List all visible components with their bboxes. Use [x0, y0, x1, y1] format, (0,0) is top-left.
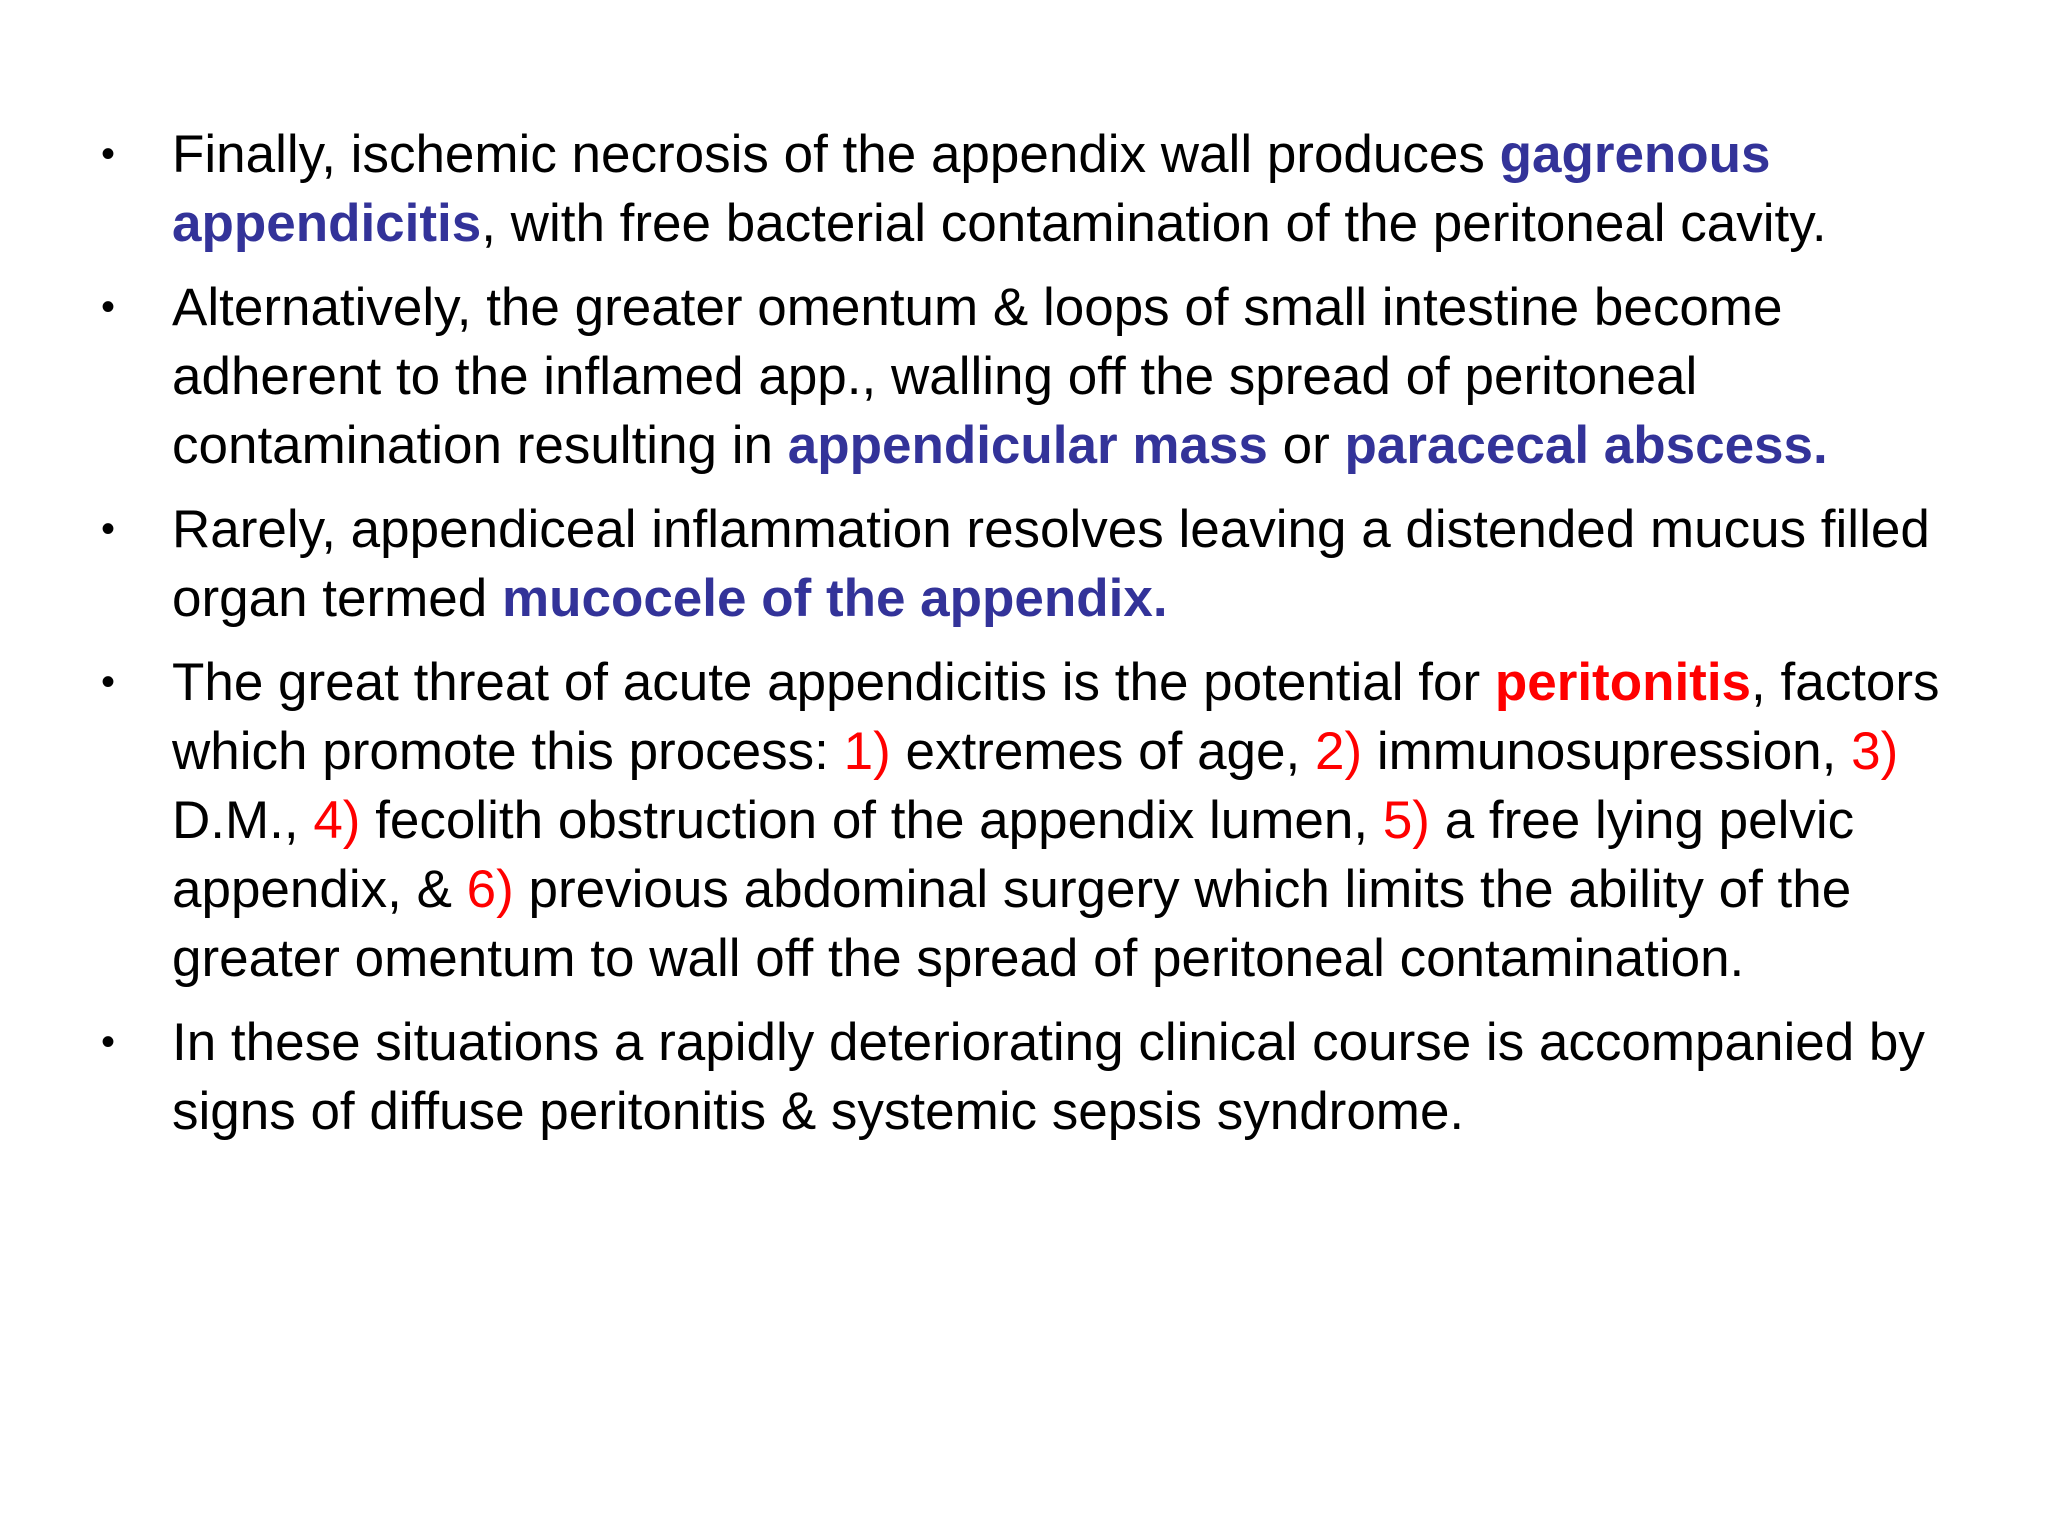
- term-appendicular-mass: appendicular mass: [787, 416, 1268, 475]
- bullet-icon: •: [100, 1020, 115, 1064]
- text-segment: a free lying pelvic appendix, &: [172, 791, 1855, 919]
- text-segment: , with free bacterial contamination of the peritoneal cavity.: [481, 194, 1827, 253]
- bullet-item-3: [88, 495, 1968, 633]
- factor-number: 3): [1851, 722, 1899, 781]
- factor-number: 2): [1314, 722, 1363, 781]
- text-segment: Rarely, appendiceal inflammation resolves leaving a distended mucus filled organ termed: [172, 500, 1930, 628]
- term-mucocele: mucocele of the appendix.: [501, 569, 1168, 628]
- text-segment: extremes of age,: [890, 722, 1315, 781]
- term-paracecal-abscess: paracecal abscess.: [1344, 416, 1828, 475]
- text-segment: Finally, ischemic necrosis of the appendix wall produces: [172, 125, 1500, 184]
- bullet-list: [88, 120, 1968, 1161]
- text-segment: immunosupression,: [1362, 722, 1852, 781]
- bullet-icon: •: [100, 660, 115, 704]
- text-segment: The great threat of acute appendicitis is the potential for: [172, 653, 1495, 712]
- text-segment: previous abdominal surgery which limits the ability of the greater omentum to wall off the spread of peritoneal contamination.: [172, 860, 1852, 988]
- bullet-icon: •: [100, 285, 115, 329]
- bullet-icon: •: [100, 132, 115, 176]
- bullet-icon: •: [100, 507, 115, 551]
- text-segment: Alternatively, the greater omentum & loops of small intestine become adherent to the inflamed app., walling off the spread of peritoneal contamination resulting in: [172, 278, 1783, 475]
- factor-number: 5): [1382, 791, 1430, 850]
- term-peritonitis: peritonitis: [1494, 653, 1752, 712]
- text-segment: In these situations a rapidly deteriorating clinical course is accompanied by signs of diffuse peritonitis & systemic sepsis syndrome.: [172, 1013, 1925, 1141]
- text-segment: or: [1267, 416, 1345, 475]
- factor-number: 1): [843, 722, 891, 781]
- factor-number: 4): [313, 791, 361, 850]
- term-gangrenous-appendicitis: gagrenous appendicitis: [172, 125, 1771, 253]
- bullet-item-5: [88, 1008, 1968, 1146]
- text-segment: , factors which promote this process:: [172, 653, 1940, 781]
- bullet-item-2: [88, 273, 1968, 480]
- text-segment: D.M.,: [172, 791, 314, 850]
- text-segment: fecolith obstruction of the appendix lumen,: [360, 791, 1383, 850]
- factor-number: 6): [466, 860, 514, 919]
- bullet-item-4: [88, 648, 1968, 993]
- bullet-item-1: [88, 120, 1968, 258]
